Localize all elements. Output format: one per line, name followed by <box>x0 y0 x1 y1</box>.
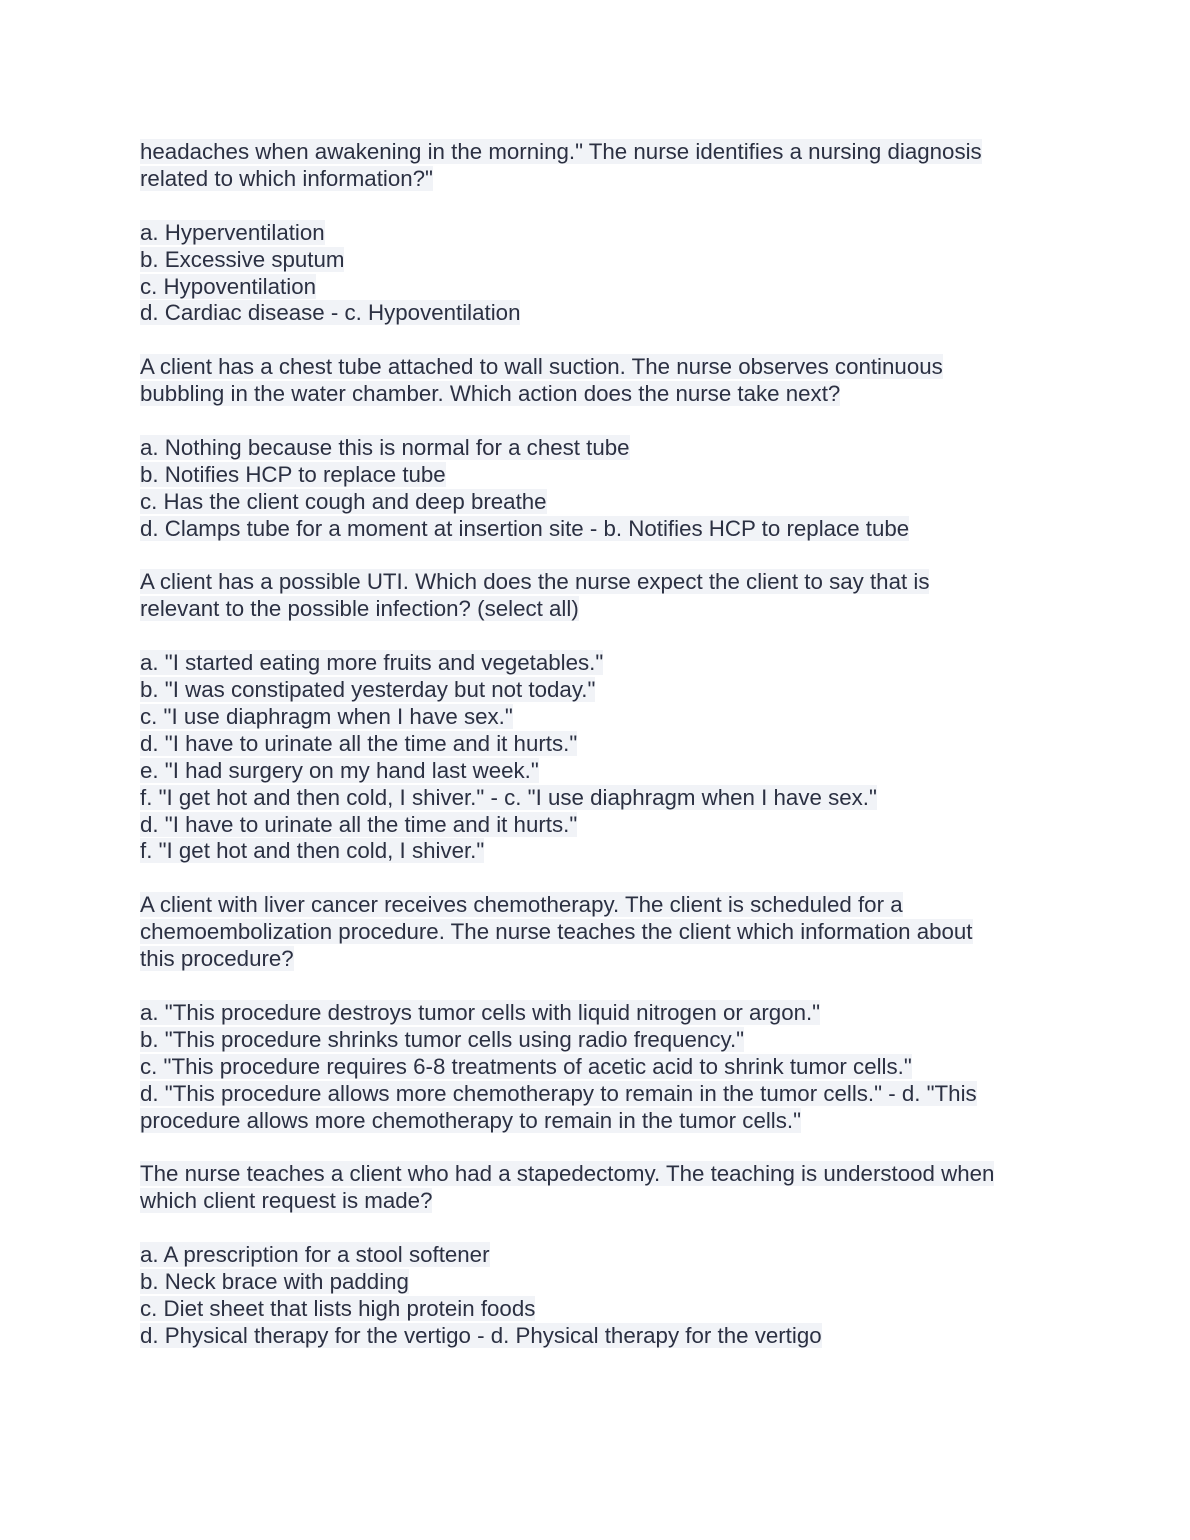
text-line: A client has a chest tube attached to wall suction. The nurse observes continuous <box>140 354 943 380</box>
text-line: The nurse teaches a client who had a stapedectomy. The teaching is understood when <box>140 1161 995 1187</box>
document-page <box>140 139 1050 1377</box>
answer-options <box>140 220 1050 328</box>
answer-option: b. Notifies HCP to replace tube <box>140 461 446 487</box>
answer-option: a. Nothing because this is normal for a chest tube <box>140 434 630 460</box>
answer-option: c. Has the client cough and deep breathe <box>140 488 547 514</box>
answer-option: b. Neck brace with padding <box>140 1268 409 1294</box>
answer-option: f. "I get hot and then cold, I shiver." - c. "I use diaphragm when I have sex." <box>140 784 877 810</box>
text-line: this procedure? <box>140 946 294 972</box>
text-line: bubbling in the water chamber. Which action does the nurse take next? <box>140 381 841 407</box>
answer-option: d. Physical therapy for the vertigo - d. Physical therapy for the vertigo <box>140 1322 822 1348</box>
text-line: headaches when awakening in the morning." The nurse identifies a nursing diagnosis <box>140 139 982 164</box>
answer-option: procedure allows more chemotherapy to remain in the tumor cells." <box>140 1107 802 1133</box>
question-stem <box>140 569 1050 623</box>
answer-option: a. Hyperventilation <box>140 219 325 245</box>
answer-option: d. Cardiac disease - c. Hypoventilation <box>140 300 521 326</box>
answer-option: c. Diet sheet that lists high protein foods <box>140 1295 536 1321</box>
text-line: A client has a possible UTI. Which does the nurse expect the client to say that is <box>140 569 930 595</box>
answer-option: b. "This procedure shrinks tumor cells using radio frequency." <box>140 1026 745 1052</box>
answer-option: c. Hypoventilation <box>140 273 316 299</box>
answer-option: e. "I had surgery on my hand last week." <box>140 757 539 783</box>
answer-option: c. "I use diaphragm when I have sex." <box>140 703 513 729</box>
text-line: A client with liver cancer receives chemotherapy. The client is scheduled for a <box>140 892 903 918</box>
answer-option: d. Clamps tube for a moment at insertion site - b. Notifies HCP to replace tube <box>140 515 910 541</box>
answer-options <box>140 1242 1050 1350</box>
answer-option: f. "I get hot and then cold, I shiver." <box>140 838 485 864</box>
answer-option: d. "I have to urinate all the time and it hurts." <box>140 730 578 756</box>
answer-option: b. "I was constipated yesterday but not today." <box>140 677 596 703</box>
answer-option: d. "This procedure allows more chemotherapy to remain in the tumor cells." - d. "This <box>140 1080 977 1106</box>
question-stem-continued <box>140 139 1050 193</box>
answer-options <box>140 650 1050 865</box>
answer-option: a. A prescription for a stool softener <box>140 1242 490 1268</box>
text-line: relevant to the possible infection? (select all) <box>140 596 579 622</box>
question-stem <box>140 892 1050 973</box>
answer-option: c. "This procedure requires 6-8 treatments of acetic acid to shrink tumor cells." <box>140 1053 912 1079</box>
answer-option: a. "I started eating more fruits and vegetables." <box>140 650 604 676</box>
answer-options <box>140 1000 1050 1135</box>
answer-option: d. "I have to urinate all the time and it hurts." <box>140 811 578 837</box>
question-stem <box>140 1161 1050 1215</box>
answer-option: b. Excessive sputum <box>140 246 345 272</box>
answer-option: a. "This procedure destroys tumor cells with liquid nitrogen or argon." <box>140 999 821 1025</box>
text-line: related to which information?" <box>140 165 433 191</box>
text-line: which client request is made? <box>140 1188 433 1214</box>
question-stem <box>140 354 1050 408</box>
answer-options <box>140 435 1050 543</box>
text-line: chemoembolization procedure. The nurse teaches the client which information about <box>140 919 973 945</box>
